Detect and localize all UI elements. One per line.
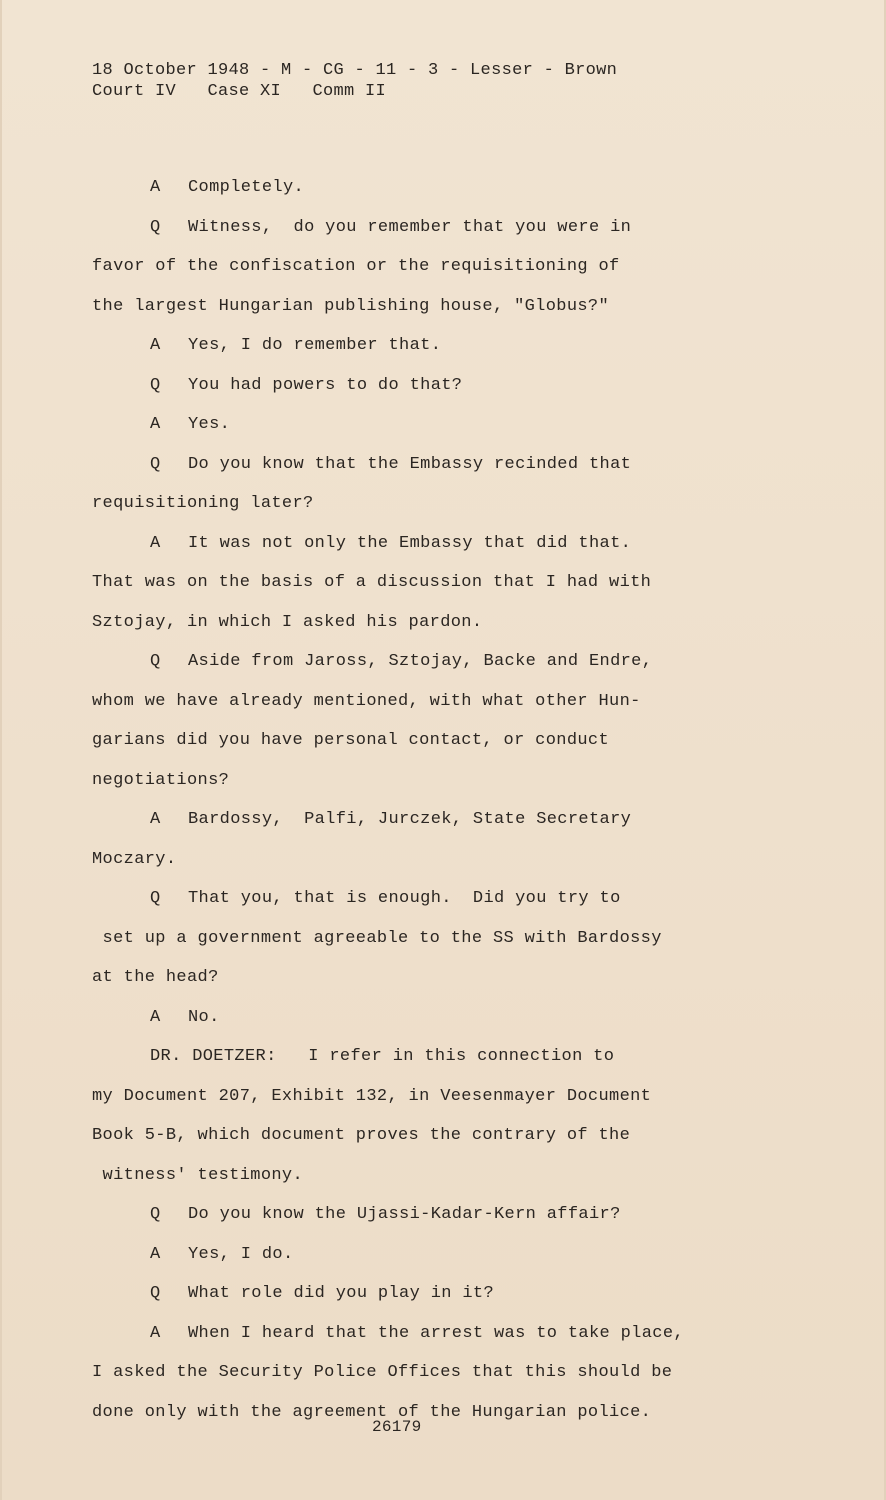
- line-text: at the head?: [92, 968, 219, 987]
- line-text: the largest Hungarian publishing house, "Globus?": [92, 296, 610, 316]
- transcript-line: [92, 1240, 772, 1280]
- line-text: No.: [188, 1007, 220, 1027]
- transcript-line: [92, 1279, 772, 1319]
- transcript-line: [92, 410, 772, 450]
- line-text: Book 5-B, which document proves the contrary of the: [92, 1126, 631, 1145]
- transcript-line: [92, 1121, 772, 1161]
- transcript-line: [92, 371, 772, 411]
- line-text: negotiations?: [92, 770, 230, 790]
- transcript-line: [92, 173, 772, 213]
- transcript-line: [92, 450, 772, 490]
- line-text: Do you know that the Embassy recinded that: [188, 454, 632, 474]
- line-text: Witness, do you remember that you were in: [188, 217, 632, 237]
- line-text: When I heard that the arrest was to take place,: [188, 1323, 684, 1343]
- line-text: Yes.: [188, 415, 231, 434]
- line-text: That was on the basis of a discussion that I had with: [92, 573, 652, 592]
- header-line-court: Court IV Case XI Comm II: [92, 82, 387, 101]
- line-text: Moczary.: [92, 849, 177, 869]
- transcript-line: [92, 1398, 772, 1438]
- line-text: I asked the Security Police Offices that this should be: [92, 1363, 673, 1382]
- transcript-line: [92, 331, 772, 371]
- line-text: Yes, I do remember that.: [188, 336, 442, 355]
- speaker-label: A: [150, 336, 161, 355]
- transcript-line: [92, 924, 772, 964]
- line-text: You had powers to do that?: [188, 375, 463, 395]
- transcript-line: [92, 1042, 772, 1082]
- speaker-label: A: [150, 1244, 161, 1264]
- line-text: DR. DOETZER: I refer in this connection to: [150, 1047, 615, 1066]
- line-text: witness' testimony.: [92, 1165, 304, 1185]
- line-text: my Document 207, Exhibit 132, in Veesenmayer Document: [92, 1086, 652, 1106]
- document-header: [92, 60, 617, 102]
- speaker-label: Q: [150, 375, 161, 395]
- line-text: That you, that is enough. Did you try to: [188, 889, 621, 908]
- transcript-line: [92, 726, 772, 766]
- transcript-line: [92, 805, 772, 845]
- header-line-date: 18 October 1948 - M - CG - 11 - 3 - Lesser - Brown: [92, 61, 618, 80]
- transcript-line: [92, 252, 772, 292]
- speaker-label: Q: [150, 217, 161, 237]
- transcript-line: [92, 292, 772, 332]
- line-text: favor of the confiscation or the requisitioning of: [92, 257, 620, 276]
- speaker-label: A: [150, 1007, 161, 1027]
- line-text: Completely.: [188, 178, 305, 197]
- transcript-line: [92, 1161, 772, 1201]
- speaker-label: A: [150, 810, 161, 829]
- transcript-line: [92, 1319, 772, 1359]
- speaker-label: Q: [150, 652, 161, 671]
- transcript-line: [92, 1082, 772, 1122]
- line-text: set up a government agreeable to the SS with Bardossy: [92, 928, 662, 948]
- line-text: Do you know the Ujassi-Kadar-Kern affair?: [188, 1205, 621, 1224]
- transcript-line: [92, 647, 772, 687]
- transcript-body: [92, 173, 772, 1437]
- line-text: done only with the agreement of the Hungarian police.: [92, 1402, 652, 1422]
- transcript-line: [92, 963, 772, 1003]
- transcript-line: [92, 687, 772, 727]
- speaker-label: Q: [150, 889, 161, 908]
- transcript-line: [92, 766, 772, 806]
- page-number: 26179: [372, 1418, 422, 1436]
- transcript-line: [92, 1358, 772, 1398]
- line-text: It was not only the Embassy that did that.: [188, 533, 632, 553]
- transcript-line: [92, 489, 772, 529]
- line-text: Aside from Jaross, Sztojay, Backe and Endre,: [188, 652, 653, 671]
- speaker-label: A: [150, 178, 161, 197]
- speaker-label: Q: [150, 1284, 161, 1303]
- speaker-label: Q: [150, 454, 161, 474]
- line-text: Bardossy, Palfi, Jurczek, State Secretary: [188, 810, 632, 829]
- line-text: What role did you play in it?: [188, 1284, 494, 1303]
- transcript-line: [92, 608, 772, 648]
- transcript-line: [92, 884, 772, 924]
- speaker-label: Q: [150, 1205, 161, 1224]
- line-text: whom we have already mentioned, with what other Hun-: [92, 691, 641, 711]
- transcript-line: [92, 529, 772, 569]
- transcript-line: [92, 1003, 772, 1043]
- transcript-line: [92, 213, 772, 253]
- line-text: garians did you have personal contact, or conduct: [92, 731, 610, 750]
- transcript-line: [92, 1200, 772, 1240]
- line-text: Sztojay, in which I asked his pardon.: [92, 612, 483, 632]
- speaker-label: A: [150, 533, 161, 553]
- line-text: requisitioning later?: [92, 494, 314, 513]
- speaker-label: A: [150, 415, 161, 434]
- transcript-line: [92, 568, 772, 608]
- transcript-line: [92, 845, 772, 885]
- line-text: Yes, I do.: [188, 1244, 294, 1264]
- speaker-label: A: [150, 1323, 161, 1343]
